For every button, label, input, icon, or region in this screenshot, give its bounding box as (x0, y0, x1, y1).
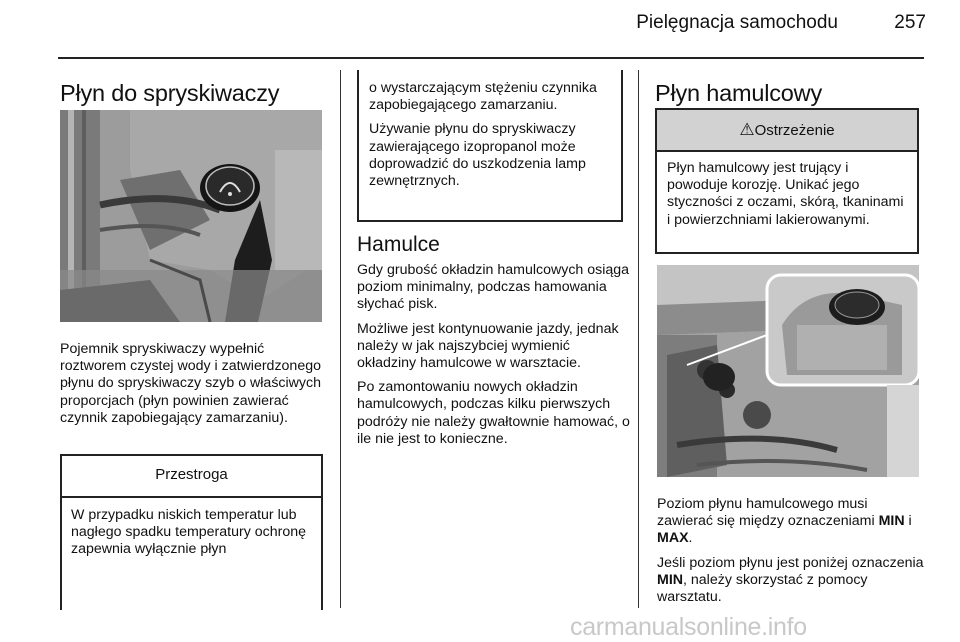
max-label: MAX (657, 530, 689, 547)
washer-fluid-body (60, 341, 330, 427)
brake-fluid-level-text (657, 496, 927, 548)
brakes-section (357, 233, 632, 448)
brakes-paragraph-1: Gdy grubość okładzin hamulcowych osiąga poziom minimalny, podczas hamowania słychać pisk. (357, 262, 630, 313)
washer-fluid-text: Pojemnik spryskiwaczy wypełnić roztworem czystej wody i zatwierdzonego płynu do spryskiwaczy szyb o właściwych proporcjach (płyn powinien zawierać czynnik zapobiegający zamarzaniu). (60, 341, 321, 426)
washer-fluid-heading: Płyn do spryskiwaczy (60, 80, 280, 106)
isopropanol-warning-text: Używanie płynu do spryskiwaczy zawierającego izopropanol może doprowadzić do uszkodzenia lamp zewnętrznych. (369, 121, 586, 190)
below-text-end: , należy skorzystać z pomocy warsztatu. (657, 571, 868, 606)
watermark: carmanualsonline.info (570, 613, 807, 641)
washer-reservoir-photo (60, 110, 322, 322)
page-number: 257 (894, 12, 926, 33)
left-column (60, 80, 330, 107)
below-min-label: MIN (657, 571, 684, 588)
caution-text: W przypadku niskich temperatur lub nagłego spadku temperatury ochronę zapewnia wyłącznie płyn (71, 507, 307, 558)
column-divider-right (638, 70, 639, 608)
warning-title: Ostrzeżenie (754, 122, 835, 139)
brakes-heading: Hamulce (357, 233, 440, 256)
caution-continued-text: o wystarczającym stężeniu czynnika zapobiegającego zamarzaniu. (369, 80, 597, 114)
brakes-paragraph-2: Możliwe jest kontynuowanie jazdy, jednak należy w jak najszybciej wymienić okładziny hamulcowe w warsztacie. (357, 320, 619, 372)
warning-header (657, 110, 917, 152)
caution-title: Przestroga (62, 456, 321, 498)
and-text: i (904, 513, 912, 530)
header-rule (58, 57, 924, 59)
level-text: Poziom płynu hamulcowego musi zawierać się między oznaczeniami (657, 496, 875, 530)
column-divider-left (340, 70, 341, 608)
warning-text: Płyn hamulcowy jest trujący i powoduje korozję. Unikać jego styczności z oczami, skórą, tkaninami i powierzchniami lakierowanymi. (667, 160, 904, 228)
brake-fluid-heading-wrap (655, 80, 925, 107)
caution-box-continued (357, 70, 623, 222)
page-header-title: Pielęgnacja samochodu (636, 12, 838, 33)
min-label: MIN (878, 513, 905, 530)
period: . (688, 530, 693, 547)
caution-box (60, 454, 323, 610)
brake-fluid-heading: Płyn hamulcowy (655, 80, 822, 106)
brakes-paragraph-3: Po zamontowaniu nowych okładzin hamulcowych, podczas kilku pierwszych podróży nie należy gwałtownie hamować, o ile nie jest to konieczne. (357, 379, 630, 447)
below-text: Jeśli poziom płynu jest poniżej oznaczenia (657, 554, 924, 571)
warning-triangle-icon: ⚠ (739, 120, 755, 139)
brake-fluid-reservoir-photo (657, 265, 919, 477)
brake-fluid-text (657, 496, 927, 606)
warning-box (655, 108, 919, 254)
brake-fluid-low-text (657, 555, 927, 607)
